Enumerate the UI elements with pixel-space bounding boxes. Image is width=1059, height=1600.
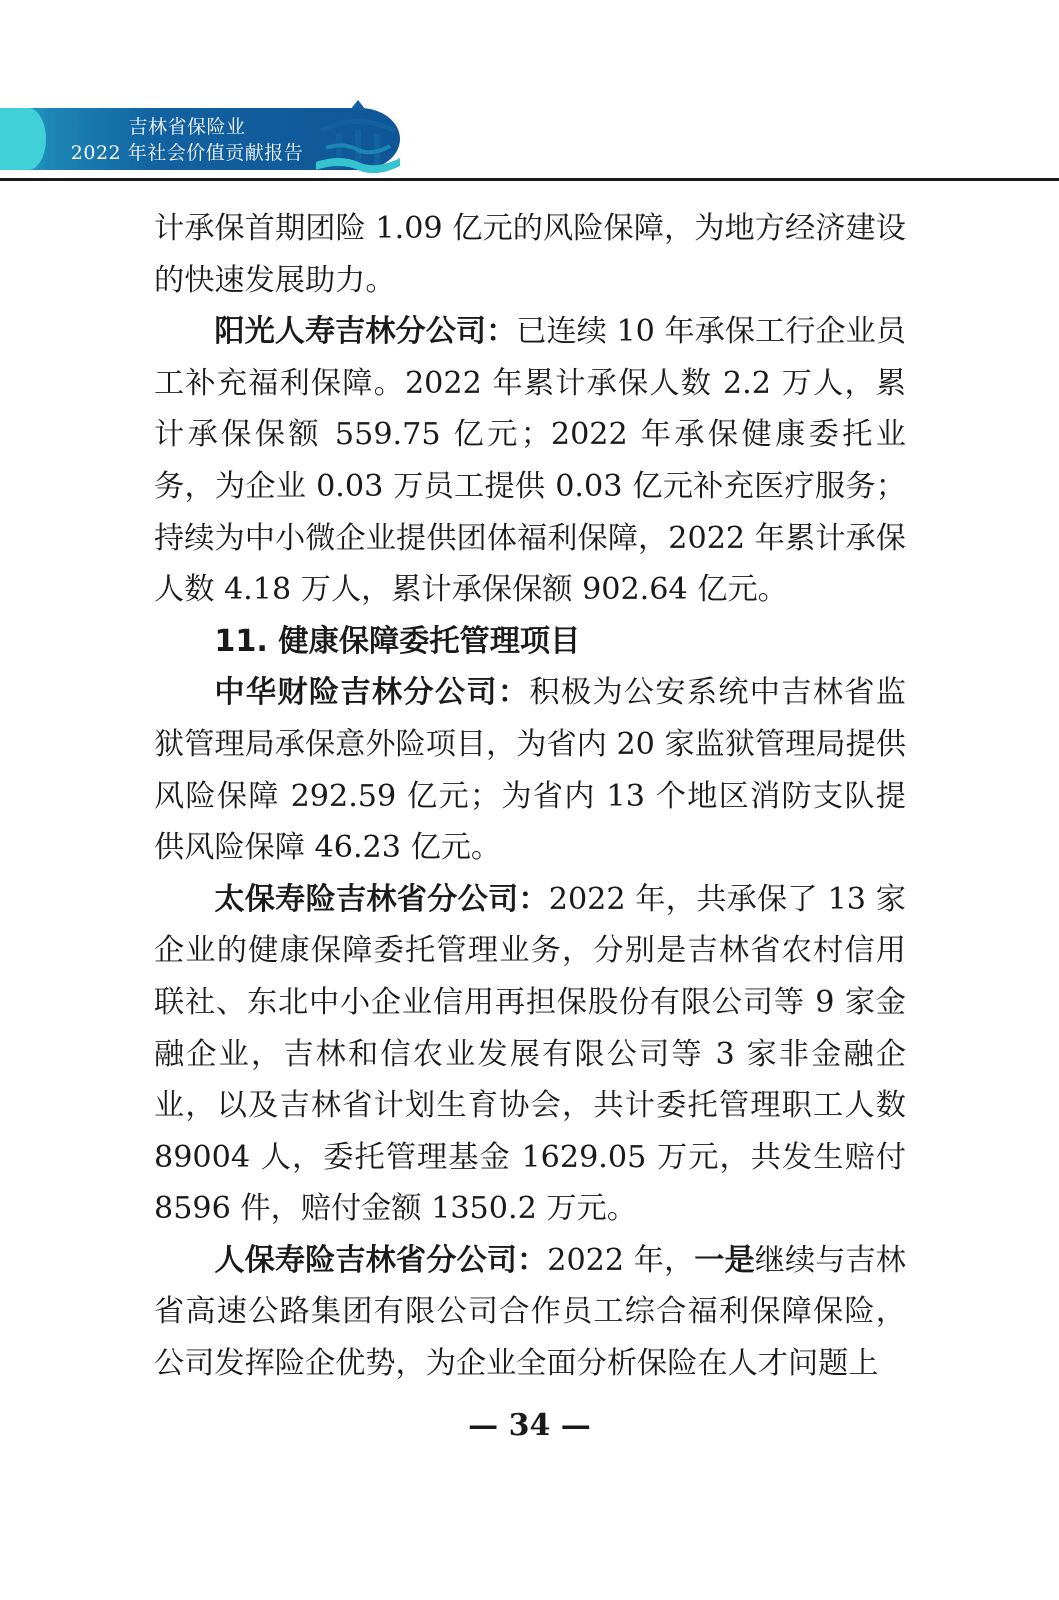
paragraph-continued: 计承保首期团险 1.09 亿元的风险保障，为地方经济建设的快速发展助力。 <box>154 211 906 298</box>
header-title-line2: 2022 年社会价值贡献报告 <box>70 142 304 164</box>
paragraph-cpic-life <box>154 874 906 1235</box>
body-text <box>154 203 906 1390</box>
paragraph-body: 2022 年，共承保了 13 家企业的健康保障委托管理业务，分别是吉林省农村信用联社、东北中小企业信用再担保股份有限公司等 9 家金融企业，吉林和信农业发展有限公司等 3 家非金融企业，以及吉林省计划生育协会，共计委托管理职工人数 89004 人，委托管理基金 1629.05 万元，共发生赔付 8596 件，赔付金额 1350.2 万元。 <box>154 881 906 1227</box>
paragraph-lead: 中华财险吉林分公司： <box>214 675 530 711</box>
pavilion-logo-icon <box>310 96 406 180</box>
paragraph-body-pre: 2022 年， <box>547 1242 695 1278</box>
header-title <box>52 114 322 166</box>
paragraph-lead: 太保寿险吉林省分公司： <box>214 881 549 917</box>
paragraph-china-united <box>154 667 906 873</box>
header-rule <box>0 178 1059 181</box>
section-heading: 11. 健康保障委托管理项目 <box>214 623 581 659</box>
header-title-line1: 吉林省保险业 <box>128 116 246 138</box>
paragraph-lead: 人保寿险吉林省分公司： <box>214 1242 548 1278</box>
paragraph-body: 继续与吉林省高速公路集团有限公司合作员工综合福利保障保险，公司发挥险企优势，为企业全面分析保险在人才问题上 <box>154 1242 906 1382</box>
paragraph-emphasis: 一是 <box>694 1242 755 1278</box>
paragraph-body: 已连续 10 年承保工行企业员工补充福利保障。2022 年累计承保人数 2.2 万人，累计承保保额 559.75 亿元；2022 年承保健康委托业务，为企业 0.03 万员工提供 0.03 亿元补充医疗服务；持续为中小微企业提供团体福利保障，2022 年累计承保人数 4.18 万人，累计承保保额 902.64 亿元。 <box>154 314 906 608</box>
paragraph-body: 积极为公安系统中吉林省监狱管理局承保意外险项目，为省内 20 家监狱管理局提供风险保障 292.59 亿元；为省内 13 个地区消防支队提供风险保障 46.23 亿元。 <box>154 675 906 866</box>
paragraph-lead: 阳光人寿吉林分公司： <box>214 314 517 350</box>
paragraph-picc-life <box>154 1235 906 1390</box>
page-number: — 34 — <box>468 1408 591 1443</box>
paragraph-sunshine-life <box>154 306 906 616</box>
header-tab-edge <box>0 108 46 170</box>
